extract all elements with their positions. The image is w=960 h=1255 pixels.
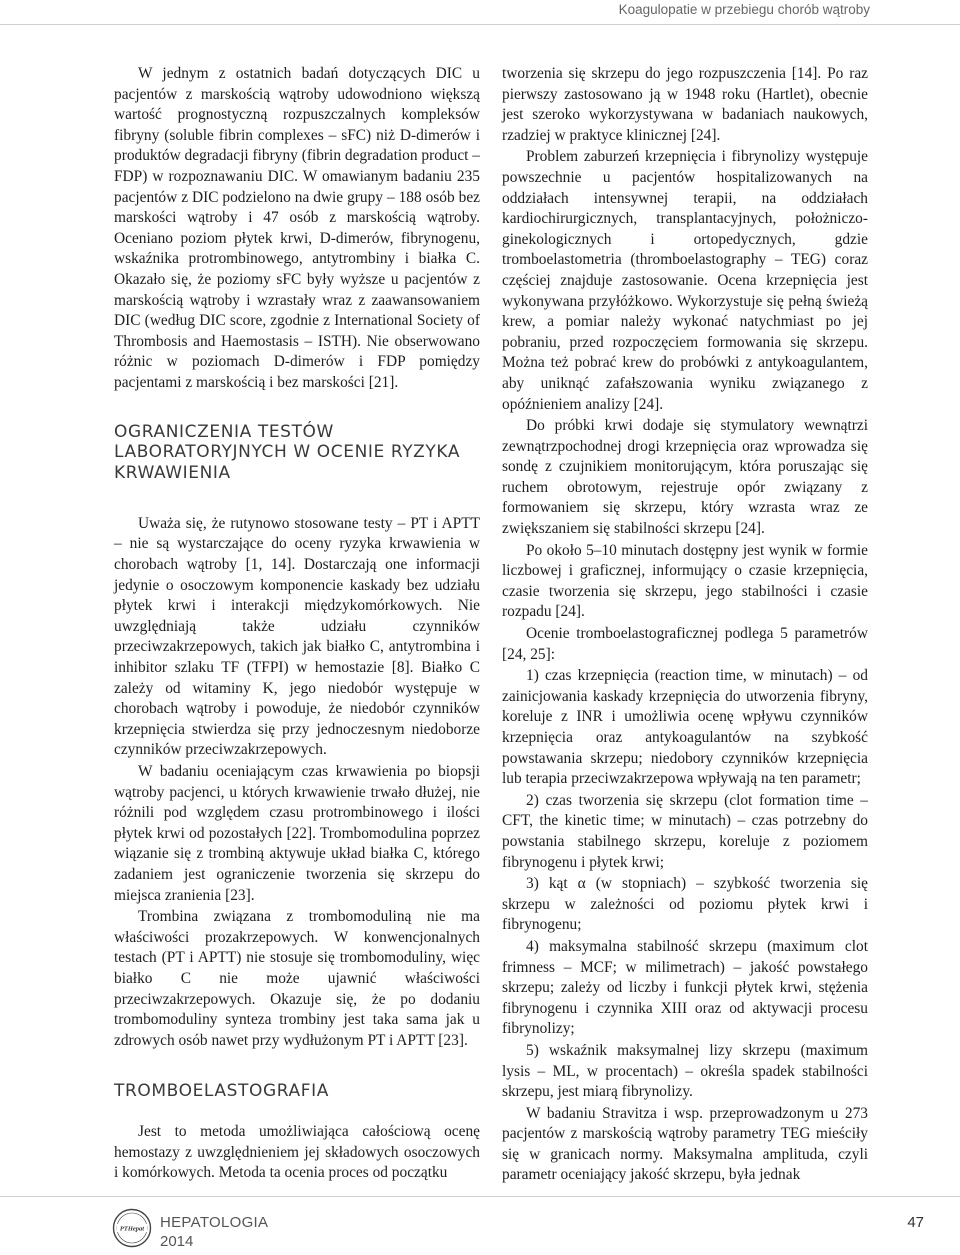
journal-year: 2014 bbox=[160, 1233, 194, 1250]
paragraph: Ocenie tromboelastograficznej podlega 5 parametrów [24, 25]: bbox=[502, 625, 868, 663]
paragraph: W badaniu Stravitza i wsp. przeprowadzonym u 273 pacjentów z marskością wątroby parametry TEG mieściły się w granicach normy. Maksymalna amplituda, czyli parametr oceniający jakość skrzepu, była jednak bbox=[502, 1104, 868, 1184]
paragraph: W badaniu oceniającym czas krwawienia po biopsji wątroby pacjenci, u których krwawienie trwało dłużej, nie różnili pod względem czasu protrombinowego i ilości płytek krwi od pozostałych [22]. Trombomodulina poprzez wiązanie się z trombiną aktywuje układ białka C, którego zadaniem jest ograniczenie tworzenia się skrzepu do miejsca zranienia [23]. bbox=[114, 763, 480, 904]
paragraph: Uważa się, że rutynowo stosowane testy – PT i APTT – nie są wystarczające do oceny ryzyka krwawienia w chorobach wątroby [1, 14]. Dostarczają one informacji jedynie o osoczowym komponencie kaskady bez udziału płytek krwi i interakcji międzykomórkowych. Nie uwzględniają także udziału czynników przeciwzakrzepowych, takich jak białko C, antytrombina i inhibitor szlaku TF (TFPI) w hemostazie [8]. Białko C zależy od witaminy K, jego niedobór występuje w chorobach wątroby i powoduje, że niedobór czynników krzepnięcia stwierdza się przy jednoczesnym niedoborze czynników przeciwzakrzepowych. bbox=[114, 514, 480, 759]
journal-name: HEPATOLOGIA bbox=[160, 1214, 269, 1231]
paragraph: Po około 5–10 minutach dostępny jest wynik w formie liczbowej i graficznej, informujący o czasie krzepnięcia, czasie tworzenia się skrzepu, jego stabilności i czasie rozpadu [24]. bbox=[502, 541, 868, 621]
society-logo-icon bbox=[112, 1208, 152, 1248]
section-heading-ograniczenia: OGRANICZENIA TESTÓW LABORATORYJNYCH W OCENIE RYZYKA KRWAWIENIA bbox=[114, 421, 461, 484]
list-item: 1) czas krzepnięcia (reaction time, w minutach) – od zainicjowania kaskady krzepnięcia do utworzenia fibryny, koreluje z INR i umożliwia ocenę wpływu czynników krzepnięcia oraz antykoagulantów na szybkość powstawania skrzepu; niedobory czynników krzepnięcia lub terapia przeciwzakrzepowa wpływają na ten parametr; bbox=[502, 667, 868, 788]
list-item: 5) wskaźnik maksymalnej lizy skrzepu (maximum lysis – ML, w procentach) – określa spadek stabilności skrzepu, jest miarą fibrynolizy. bbox=[502, 1041, 868, 1101]
paragraph: Do próbki krwi dodaje się stymulatory wewnątrzi zewnątrzpochodnej drogi krzepnięcia oraz wprowadza się sondę z czujnikiem monitorującym, która poruszając się ruchem obrotowym, rejestruje opór związany z formowaniem się skrzepu, który wzrasta wraz ze zwiększaniem się stabilności skrzepu [24]. bbox=[502, 417, 868, 538]
paragraph: Problem zaburzeń krzepnięcia i fibrynolizy występuje powszechnie u pacjentów hospitalizowanych na oddziałach intensywnej terapii, na oddziałach kardiochirurgicznych, transplantacyjnych, położniczo-ginekologicznych i ortopedycznych, gdzie tromboelastometria (thromboelastography – TEG) coraz częściej znajduje zastosowanie. Ocena krzepnięcia jest wykonywana przyłóżkowo. Wykorzystuje się pełną świeżą krew, a pomiar należy wykonać natychmiast po jej pobraniu, przed rozpoczęciem formowania się skrzepu. Można też pobrać krew do probówki z antykoagulantem, aby uniknąć zafałszowania wyniku związanego z opóźnieniem analizy [24]. bbox=[502, 148, 868, 413]
list-item: 2) czas tworzenia się skrzepu (clot formation time – CFT, the kinetic time; w minutach) – czas potrzebny do powstania stabilnego skrzepu, koreluje z poziomem fibrynogenu i płytek krwi; bbox=[502, 791, 868, 871]
paragraph: Trombina związana z trombomoduliną nie ma właściwości prozakrzepowych. W konwencjonalnych testach (PT i APTT) nie stosuje się trombomoduliny, więc białko C nie może ujawnić właściwości przeciwzakrzepowych. Okazuje się, że po dodaniu trombomoduliny synteza trombiny jest taka sama jak u zdrowych osób nawet przy wydłużonym PT i APTT [23]. bbox=[114, 908, 480, 1049]
header-divider bbox=[0, 24, 960, 25]
section-heading-tromboelastografia: TROMBOELASTOGRAFIA bbox=[114, 1081, 329, 1102]
footer-divider bbox=[0, 1196, 960, 1197]
paragraph: tworzenia się skrzepu do jego rozpuszczenia [14]. Po raz pierwszy zastosowano ją w 1948 roku (Hartlet), obecnie jest szeroko wykorzystywana w badaniach naukowych, rzadziej w praktyce klinicznej [24]. bbox=[502, 65, 868, 144]
list-item: 4) maksymalna stabilność skrzepu (maximum clot frimness – MCF; w milimetrach) – jakość powstałego skrzepu; zależy od liczby i funkcji płytek krwi, stężenia fibrynogenu i czynnika XIII oraz od aktywacji procesu fibrynolizy; bbox=[502, 937, 868, 1038]
logo-text: PTHepat bbox=[119, 1225, 145, 1233]
list-item: 3) kąt α (w stopniach) – szybkość tworzenia się skrzepu w zależności od poziomu płytek krwi i fibrynogenu; bbox=[502, 875, 868, 934]
right-column bbox=[502, 64, 868, 1186]
running-title: Koagulopatie w przebiegu chorób wątroby bbox=[618, 2, 870, 17]
left-column bbox=[114, 64, 480, 1184]
paragraph: Jest to metoda umożliwiająca całościową ocenę hemostazy z uwzględnieniem jej składowych osoczowych i komórkowych. Metoda ta ocenia proces od początku bbox=[114, 1123, 480, 1182]
journal-info bbox=[160, 1213, 268, 1251]
paragraph: W jednym z ostatnich badań dotyczących DIC u pacjentów z marskością wątroby udowodniono większą wartość prognostyczną rozpuszczalnych kompleksów fibryny (soluble fibrin complexes – sFC) niż D-dimerów i produktów degradacji fibryny (fibrin degradation product – FDP) w rozpoznawaniu DIC. W omawianym badaniu 235 pacjentów z DIC podzielono na dwie grupy – 188 osób bez marskości wątroby i 47 osób z marskością wątroby. Oceniano poziom płytek krwi, D-dimerów, fibrynogenu, wskaźnika protrombinowego, antytrombiny i białka C. Okazało się, że poziomy sFC były wyższe u pacjentów z marskością wątroby i wzrastały wraz z zaawansowaniem DIC (według DIC score, zgodnie z International Society of Thrombosis and Haemostasis – ISTH). Nie obserwowano różnic w poziomach D-dimerów i FDP pomiędzy pacjentami z marskością i bez marskości [21]. bbox=[114, 65, 480, 391]
page-number: 47 bbox=[907, 1214, 924, 1231]
